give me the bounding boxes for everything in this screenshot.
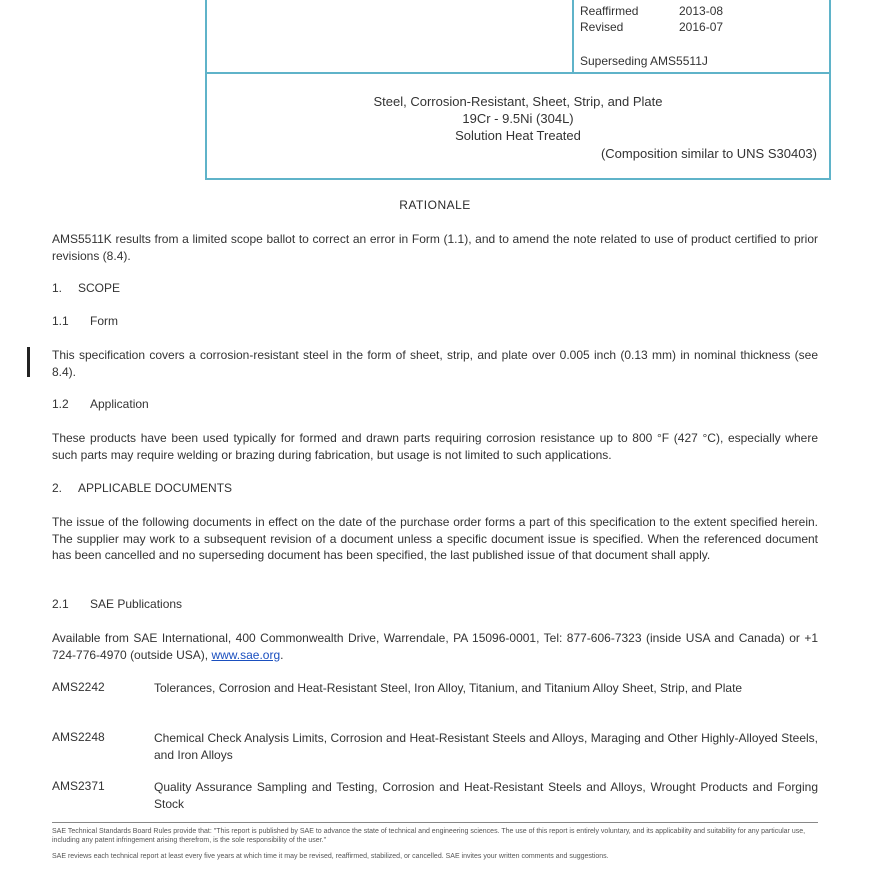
footer-rule xyxy=(52,822,818,823)
section-application-text: These products have been used typically for formed and drawn parts requiring corrosion resistance up to 800 °F (427 °C), especially where such parts may require welding or brazing during fabrication, but usage is not limited to such applications. xyxy=(52,431,818,462)
period: . xyxy=(280,647,284,662)
sae-website-link[interactable]: www.sae.org xyxy=(211,647,281,662)
section-sae-publications-heading xyxy=(52,597,182,611)
footer-disclaimer: SAE Technical Standards Board Rules provide that: "This report is published by SAE to advance the state of technical and engineering sciences. The use of this report is entirely voluntary, and its applicability and suitability for any particular use, including any patent infringement arising therefrom, is the sole responsibility of the user." xyxy=(52,828,806,844)
section-number: 1.1 xyxy=(52,314,69,328)
header-divider-vertical xyxy=(572,0,574,74)
section-number: 2. xyxy=(52,481,63,495)
reference-title: Quality Assurance Sampling and Testing, Corrosion and Heat-Resistant Steels and Alloys, Wrought Products and Forging Stock xyxy=(154,780,818,811)
revised-date: 2016-07 xyxy=(679,20,724,34)
section-title: SAE Publications xyxy=(90,597,183,611)
document-title-composition: (Composition similar to UNS S30403) xyxy=(600,146,817,161)
section-documents-heading xyxy=(52,481,232,495)
change-bar xyxy=(27,347,30,377)
header-divider-horizontal xyxy=(207,72,829,74)
reaffirmed-label: Reaffirmed xyxy=(580,4,639,18)
section-title: APPLICABLE DOCUMENTS xyxy=(78,481,233,495)
revised-label: Revised xyxy=(580,20,624,34)
section-form-text: This specification covers a corrosion-resistant steel in the form of sheet, strip, and plate over 0.005 inch (0.13 mm) in nominal thickness (see 8.4). xyxy=(52,348,818,379)
section-title: Application xyxy=(90,397,149,411)
reference-title: Chemical Check Analysis Limits, Corrosion and Heat-Resistant Steels and Alloys, Maraging and Other Highly-Alloyed Steels, and Iron Alloys xyxy=(154,731,818,762)
section-number: 1.2 xyxy=(52,397,69,411)
section-sae-publications-text xyxy=(52,630,818,663)
rationale-heading: RATIONALE xyxy=(399,198,471,212)
footer-review-note: SAE reviews each technical report at least every five years at which time it may be revised, reaffirmed, stabilized, or cancelled. SAE invites your written comments and suggestions. xyxy=(52,853,609,860)
section-number: 2.1 xyxy=(52,597,69,611)
section-application-heading xyxy=(52,397,149,411)
section-number: 1. xyxy=(52,281,63,295)
section-scope-heading xyxy=(52,281,120,295)
reference-code: AMS2371 xyxy=(52,779,105,793)
header-box xyxy=(205,0,831,180)
superseding-note: Superseding AMS5511J xyxy=(580,54,708,68)
document-title-alloy: 19Cr - 9.5Ni (304L) xyxy=(462,111,574,126)
section-title: SCOPE xyxy=(78,281,121,295)
rationale-text: AMS5511K results from a limited scope ballot to correct an error in Form (1.1), and to amend the note related to use of product certified to prior revisions (8.4). xyxy=(52,232,818,263)
document-title-condition: Solution Heat Treated xyxy=(455,128,581,143)
section-form-heading xyxy=(52,314,118,328)
section-documents-text: The issue of the following documents in effect on the date of the purchase order forms a part of this specification to the extent specified herein. The supplier may work to a subsequent revision of a document unless a specific document issue is specified. When the referenced document has been cancelled and no superseding document has been specified, the last published issue of that document shall apply. xyxy=(52,515,818,562)
reference-title: Tolerances, Corrosion and Heat-Resistant Steel, Iron Alloy, Titanium, and Titanium Alloy Sheet, Strip, and Plate xyxy=(154,681,743,695)
reference-code: AMS2242 xyxy=(52,680,105,694)
sae-address: Available from SAE International, 400 Commonwealth Drive, Warrendale, PA 15096-0001, Tel: 877-606-7323 (inside USA and Canada) or +1 724-776-4970 (outside USA), xyxy=(52,631,818,662)
section-title: Form xyxy=(90,314,118,328)
reference-code: AMS2248 xyxy=(52,730,105,744)
reaffirmed-date: 2013-08 xyxy=(679,4,724,18)
document-title: Steel, Corrosion-Resistant, Sheet, Strip, and Plate xyxy=(373,94,663,109)
